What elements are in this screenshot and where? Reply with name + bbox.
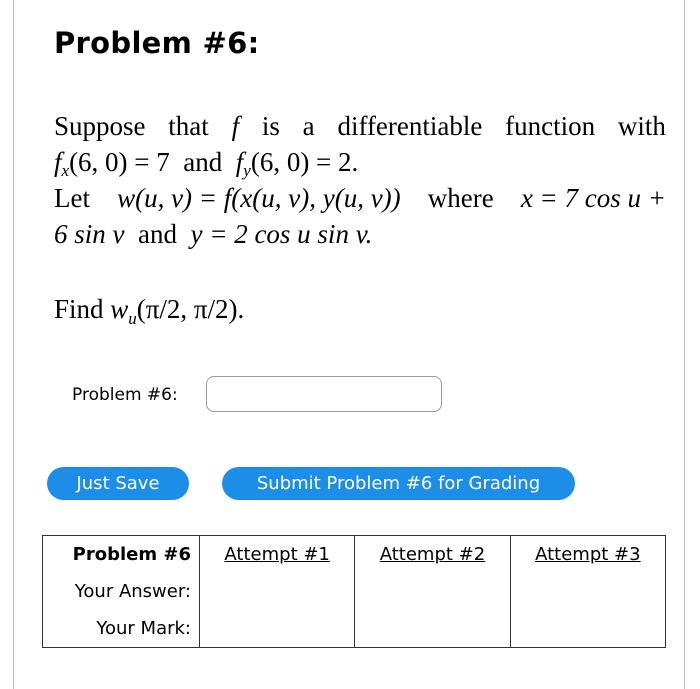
math-args: (π/2, π/2).: [136, 294, 245, 324]
word: Suppose: [54, 111, 146, 141]
just-save-button[interactable]: Just Save: [47, 467, 189, 500]
word-where: where: [427, 183, 494, 213]
word: function: [505, 111, 596, 141]
statement-line-1: [54, 108, 666, 144]
frame-left-border: [13, 0, 14, 689]
statement-line-4: [54, 216, 666, 252]
your-answer-label: Your Answer:: [43, 573, 200, 610]
math-w-sub: u: [128, 309, 137, 328]
word: is: [261, 111, 280, 141]
problem-title: Problem #6:: [54, 26, 260, 60]
math-x-definition: x = 7 cos u +: [520, 183, 666, 213]
attempts-table-header: Problem #6: [43, 536, 200, 574]
math-6sinv: 6 sin v: [54, 219, 125, 249]
attempt-column-3: [510, 536, 665, 648]
attempts-table: [42, 535, 666, 648]
word: a: [302, 111, 315, 141]
statement-line-2: [54, 144, 666, 180]
find-statement: [54, 294, 245, 328]
attempt-3-link[interactable]: Attempt #3: [535, 544, 641, 565]
word-find: Find: [54, 294, 104, 324]
math-fx: $f_x(6$, 0) = 7: [54, 147, 170, 180]
math-y-definition: y = 2 cos u sin v.: [190, 219, 373, 249]
attempt-2-link[interactable]: Attempt #2: [379, 544, 486, 565]
word: that: [168, 111, 209, 141]
word: differentiable: [337, 111, 483, 141]
math-w-definition: w(u, v) = f(x(u, v), y(u, v)): [117, 183, 401, 213]
word-let: Let: [54, 183, 90, 213]
math-w: w: [110, 294, 129, 324]
statement-line-3: [54, 180, 666, 216]
problem-statement: [54, 108, 666, 252]
frame-right-border: [684, 0, 685, 689]
your-mark-label: Your Mark:: [43, 610, 200, 648]
attempts-header-row: [43, 536, 666, 574]
answer-input[interactable]: [206, 376, 442, 412]
attempt-column-1: [200, 536, 355, 648]
math-fy: $f_y(6$, 0) = 2.: [235, 147, 359, 180]
math-f: f: [231, 111, 240, 141]
submit-for-grading-button[interactable]: Submit Problem #6 for Grading: [222, 467, 575, 500]
word-and: and: [138, 219, 177, 249]
word-and: and: [183, 147, 223, 177]
attempt-column-2: [355, 536, 510, 648]
answer-label: Problem #6:: [72, 385, 178, 405]
attempt-1-link[interactable]: Attempt #1: [224, 544, 330, 565]
word: with: [617, 111, 666, 141]
